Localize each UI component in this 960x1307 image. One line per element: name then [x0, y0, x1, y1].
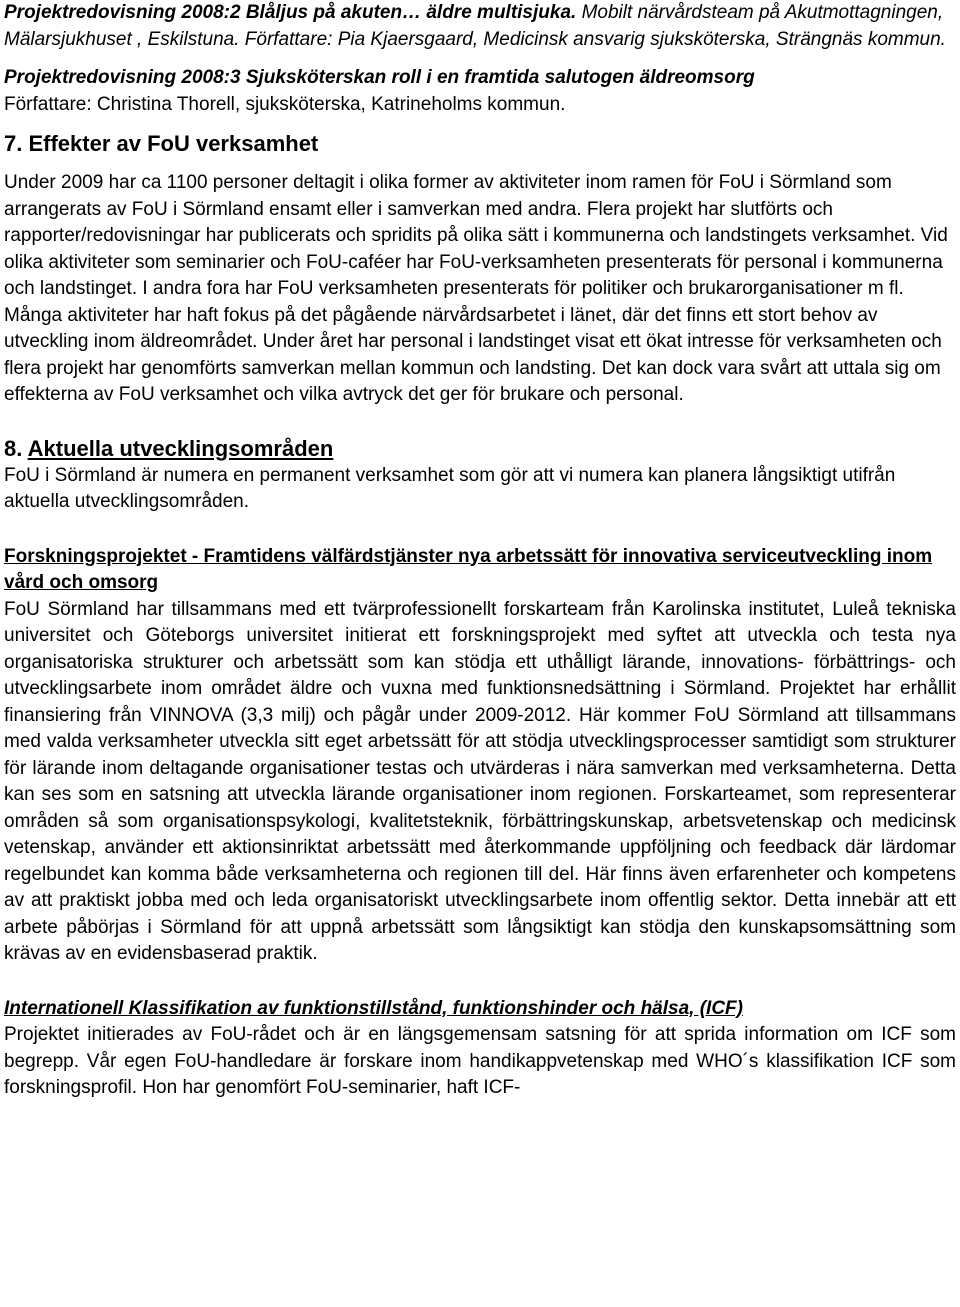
spacer	[4, 118, 956, 130]
section-8-title: Aktuella utvecklingsområden	[27, 435, 334, 461]
section-8-heading	[4, 435, 956, 463]
section-8-body: FoU i Sörmland är numera en permanent verksamhet som gör att vi numera kan planera långsiktigt utifrån aktuella utvecklingsområden.	[4, 464, 896, 512]
section-7-heading: 7. Effekter av FoU verksamhet	[4, 131, 319, 156]
spacer	[4, 53, 956, 65]
report-2008-3-author: Författare: Christina Thorell, sjuksköterska, Katrineholms kommun.	[4, 93, 566, 115]
spacer	[4, 158, 956, 170]
section-7-body: Under 2009 har ca 1100 personer deltagit i olika former av aktiviteter inom ramen för FoU i Sörmland som arrangerats av FoU i Sörmland ensamt eller i samverkan med andra. Flera projekt har slutförts och rapporter/redovisningar har publicerats och spridits på olika sätt i kommunerna och landstingets verksamhet. Vid olika aktiviteter som seminarier och FoU-caféer har FoU-verksamheten presenterats för personal i kommunerna och landstinget. I andra fora har FoU verksamheten presenterats för politiker och brukarorganisationer m fl. Många aktiviteter har haft fokus på det pågående närvårdsarbetet i länet, där det finns ett stort behov av utveckling inom äldreområdet. Under året har personal i landstinget visat ett ökat intresse för verksamheten och flera projekt har genomförts samverkan mellan kommun och landsting. Det kan dock vara svårt att uttala sig om effekterna av FoU verksamhet och vilka avtryck det ger för brukare och personal.	[4, 172, 948, 405]
report-2008-3	[4, 65, 956, 118]
report-2008-3-title: Projektredovisning 2008:3 Sjuksköterskan roll i en framtida salutogen äldreomsorg	[4, 67, 755, 88]
section-8-number: 8.	[4, 435, 28, 461]
report-2008-2-details: Mobilt närvårdsteam på Akutmottagningen, Mälarsjukhuset , Eskilstuna. Författare: Pia Kjaersgaard, Medicinsk ansvarig sjuksköterska, Strängnäs kommun.	[4, 2, 946, 50]
research-project-heading: Forskningsprojektet - Framtidens välfärdstjänster nya arbetssätt för innovativa serviceutveckling inom vård och omsorg	[4, 545, 933, 593]
icf-heading: Internationell Klassifikation av funktionstillstånd, funktionshinder och hälsa, (ICF)	[4, 997, 743, 1019]
research-project-body: FoU Sörmland har tillsammans med ett tvärprofessionellt forskarteam från Karolinska institutet, Luleå tekniska universitet och Göteborgs universitet initierat ett forskningsprojekt med syftet att utveckla och testa nya organisatoriska strukturer och arbetssätt som kan stödja ett uthålligt lärande, innovations- förbättrings- och utvecklingsarbete inom området äldre och vuxna med funktionsnedsättning i Sörmland. Projektet har erhållit finansiering från VINNOVA (3,3 milj) och pågår under 2009-2012. Här kommer FoU Sörmland att tillsammans med valda verksamheter utveckla sitt eget arbetssätt för att stödja utvecklingsprocesser samtidigt som strukturer för lärande inom deltagande organisationer testas och utvärderas i nära samverkan med verksamheterna. Detta kan ses som en satsning att utveckla lärande organisationer inom regionen. Forskarteamet, som representerar områden så som organisationspsykologi, kvalitetsteknik, förbättringskunskap, arbetsvetenskap och medicinsk vetenskap, använder ett aktionsinriktat arbetssätt med återkommande uppföljning och feedback där lärdomar regelbundet kan komma både verksamheterna och regionen till del. Här finns även erfarenheter och kompetens av att praktiskt jobba med och leda organisatoriskt utvecklingsarbete inom offentlig sektor. Detta innebär att ett arbete påbörjas i Sörmland för att uppnå arbetssätt som långsiktigt kan stödja den kunskapsomsättning som krävas av en evidensbaserad praktik.	[4, 598, 956, 964]
spacer	[4, 409, 956, 435]
report-2008-2-title: Projektredovisning 2008:2 Blåljus på akuten… äldre multisjuka.	[4, 2, 577, 23]
icf-body: Projektet initierades av FoU-rådet och är en längsgemensam satsning för att sprida information om ICF som begrepp. Vår egen FoU-handledare är forskare inom handikappvetenskap med WHO´s klassifikation ICF som forskningsprofil. Hon har genomfört FoU-seminarier, haft ICF-	[4, 1024, 956, 1098]
spacer	[4, 968, 956, 996]
spacer	[4, 516, 956, 544]
report-2008-2	[4, 0, 956, 53]
